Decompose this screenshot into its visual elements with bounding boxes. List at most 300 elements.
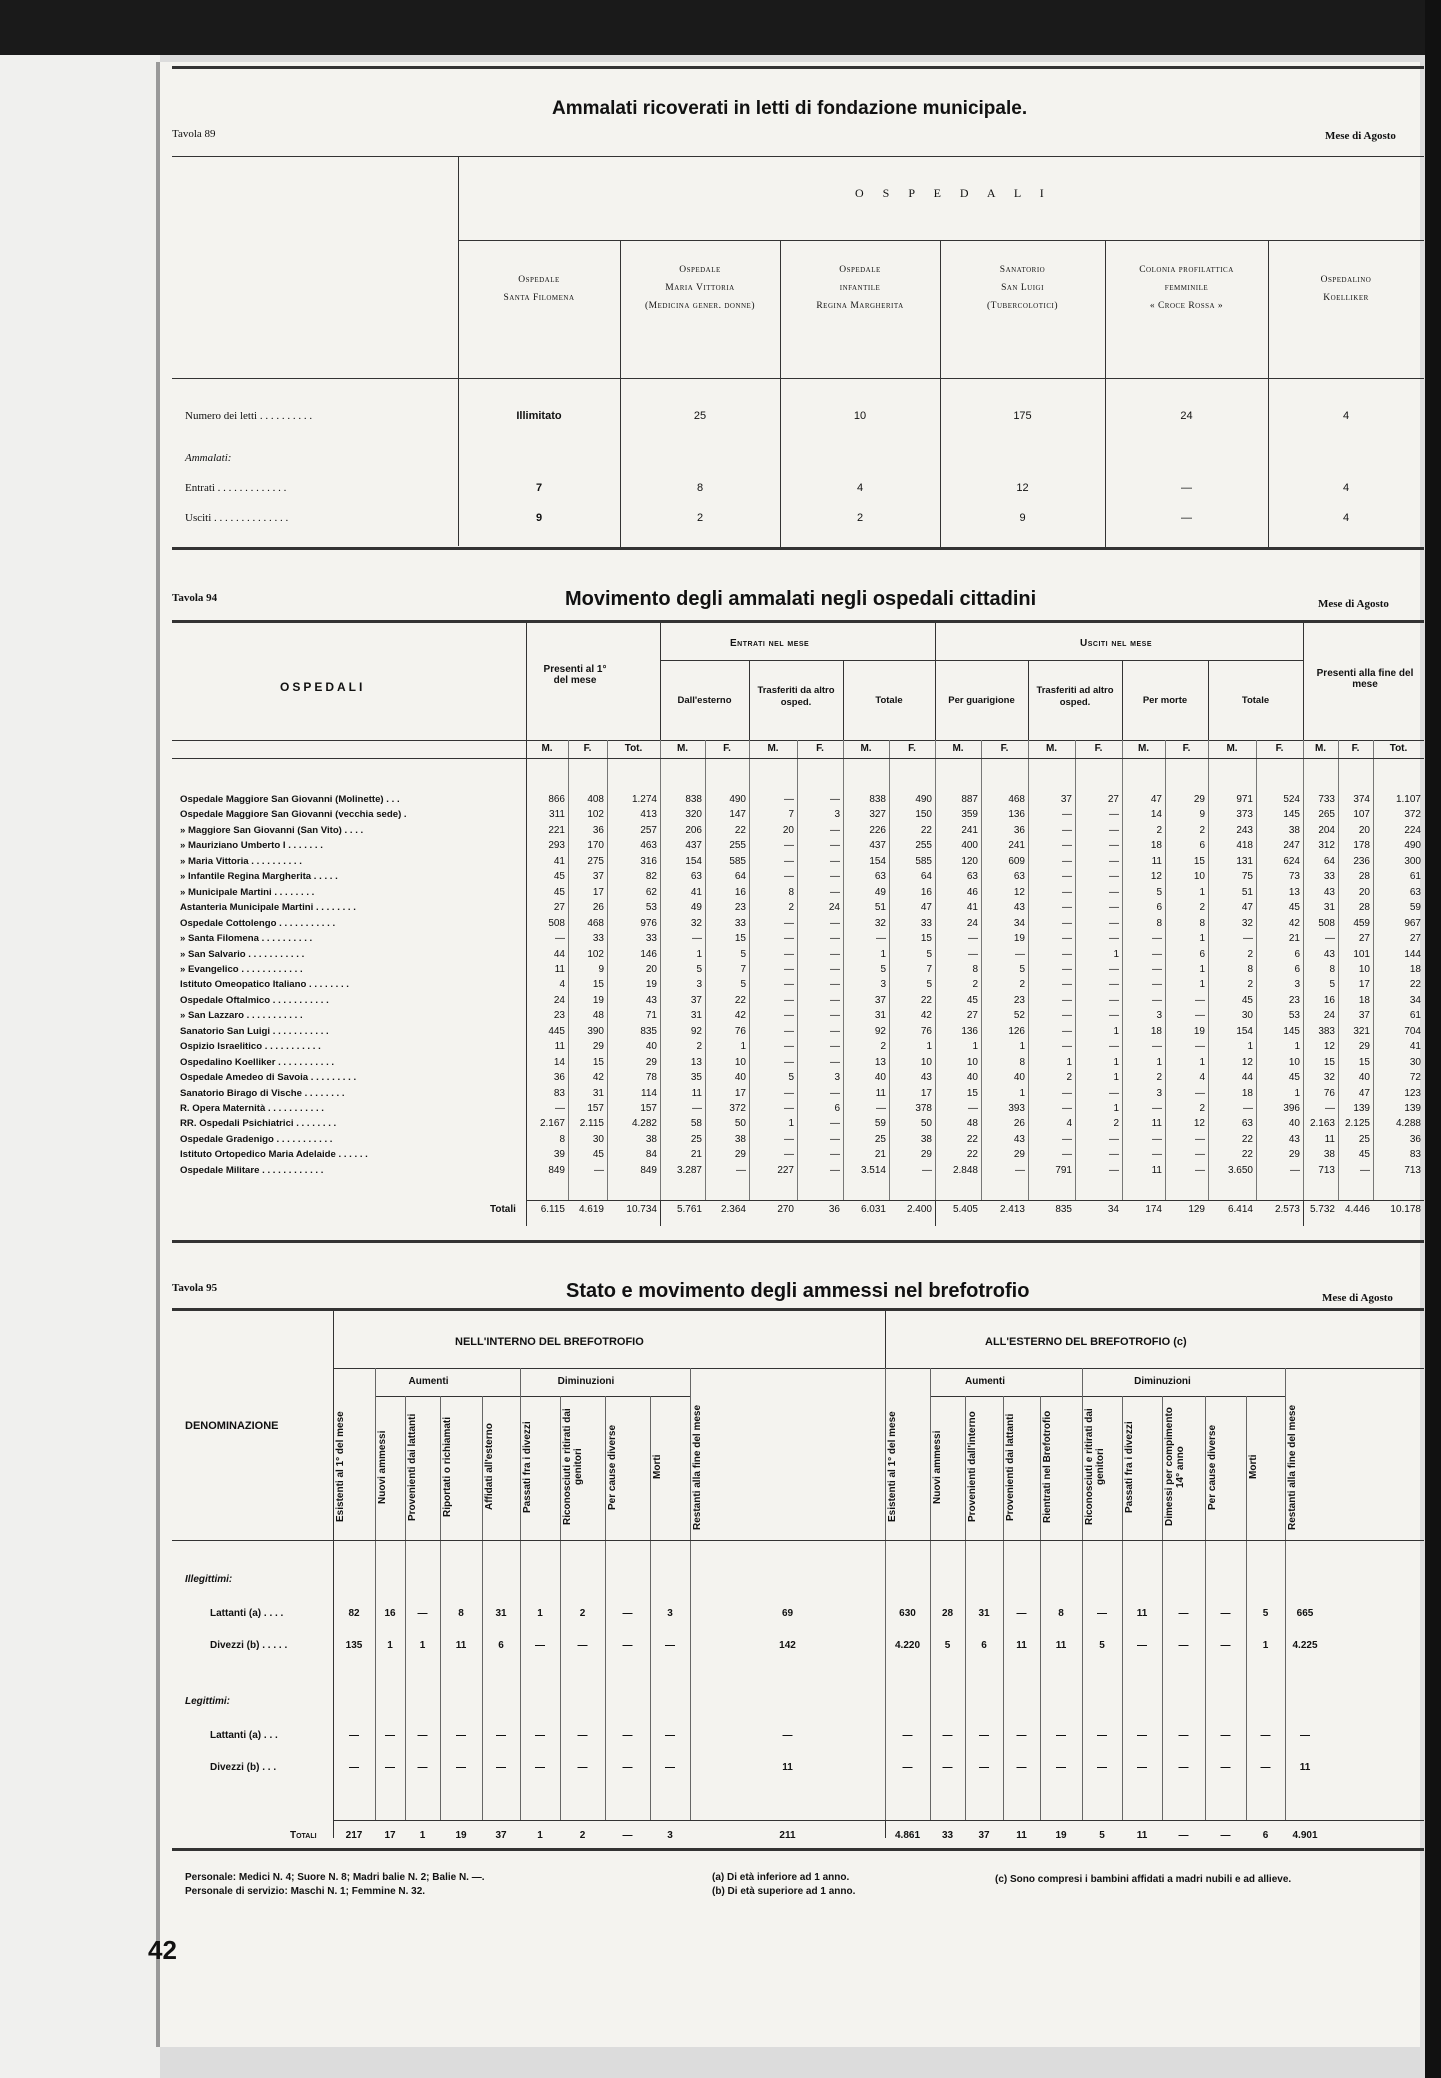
t95-column-header: Provenienti dai lattanti bbox=[1005, 1413, 1016, 1521]
rule bbox=[172, 1540, 1424, 1541]
t94-cell: 2.125 bbox=[1344, 1118, 1370, 1130]
t94-cell: — bbox=[876, 1103, 886, 1114]
t95-cell: — bbox=[622, 1640, 633, 1651]
t94-cell: 150 bbox=[915, 809, 932, 821]
t94-cell: 26 bbox=[1013, 1118, 1025, 1130]
t95-cell: — bbox=[782, 1730, 793, 1741]
t95-column-header: Passati fra i divezzi bbox=[1124, 1421, 1135, 1513]
t94-mf-label: Tot. bbox=[1389, 743, 1408, 754]
t95-cell: 11 bbox=[455, 1640, 467, 1651]
t94-subheader: Totale bbox=[875, 695, 903, 706]
t94-cell: 82 bbox=[645, 871, 657, 883]
t94-cell: — bbox=[830, 886, 840, 898]
t95-cell: — bbox=[1137, 1640, 1147, 1651]
t94-cell: — bbox=[1109, 1010, 1119, 1022]
t89-cell: 4 bbox=[1342, 482, 1350, 494]
rule bbox=[333, 1308, 334, 1838]
t94-cell: 49 bbox=[874, 886, 886, 898]
t94-cell: — bbox=[1152, 1149, 1162, 1161]
hospital-header-line: femminile bbox=[1164, 283, 1209, 293]
t94-cell: — bbox=[830, 840, 840, 852]
t94-cell: 9 bbox=[1199, 809, 1205, 821]
t94-mf-label: M. bbox=[1137, 743, 1150, 754]
t94-cell: 255 bbox=[729, 840, 746, 852]
t94-cell: 27 bbox=[1409, 933, 1421, 945]
t94-cell: 24 bbox=[1323, 1010, 1335, 1022]
t94-subheader: Per guarigione bbox=[948, 695, 1015, 706]
t94-cell: 63 bbox=[1241, 1118, 1253, 1130]
t94-cell: — bbox=[830, 917, 840, 929]
rule bbox=[172, 1308, 1424, 1311]
t94-cell: — bbox=[1109, 963, 1119, 975]
t94-cell: 84 bbox=[645, 1149, 657, 1161]
t95-cell: 6 bbox=[981, 1640, 987, 1651]
t94-total-cell: 10.734 bbox=[626, 1204, 657, 1215]
t95-cell: — bbox=[535, 1730, 545, 1741]
t94-cell: 83 bbox=[1409, 1149, 1421, 1161]
t95-outside: ALL'ESTERNO DEL BREFOTROFIO (c) bbox=[985, 1336, 1187, 1348]
t95-row-label: Divezzi (b) . . . . . bbox=[210, 1640, 288, 1651]
hospital-header-line: Sanatorio bbox=[999, 265, 1046, 275]
rule bbox=[1028, 660, 1029, 740]
t89-title: Ammalati ricoverati in letti di fondazione municipale. bbox=[552, 98, 1028, 119]
t94-cell: 23 bbox=[553, 1010, 565, 1022]
t94-cell: 1 bbox=[1113, 1103, 1119, 1114]
t94-total-cell: 2.413 bbox=[999, 1204, 1025, 1215]
t94-cell: 320 bbox=[685, 809, 702, 821]
t95-cell: 31 bbox=[978, 1608, 990, 1619]
t94-cell: 22 bbox=[1241, 1149, 1253, 1161]
t94-cell: — bbox=[1109, 917, 1119, 929]
t95-row-label: Lattanti (a) . . . bbox=[210, 1730, 278, 1741]
t94-cell: — bbox=[1062, 1041, 1072, 1053]
t94-cell: — bbox=[830, 1087, 840, 1099]
t94-cell: 20 bbox=[782, 824, 794, 836]
t94-cell: 29 bbox=[1288, 1149, 1300, 1161]
t95-cell: — bbox=[349, 1762, 359, 1773]
t94-cell: 16 bbox=[920, 886, 932, 898]
t94-cell: 23 bbox=[1288, 994, 1300, 1006]
t94-cell: — bbox=[1109, 840, 1119, 852]
t94-cell: 29 bbox=[592, 1041, 604, 1053]
t94-cell: 396 bbox=[1283, 1103, 1300, 1114]
t94-cell: — bbox=[1062, 809, 1072, 821]
t94-cell: — bbox=[968, 933, 978, 945]
t94-cell: 1 bbox=[1199, 979, 1205, 991]
t94-cell: 37 bbox=[1060, 794, 1072, 805]
t94-cell: 41 bbox=[690, 886, 702, 898]
t94-cell: 43 bbox=[1323, 886, 1335, 898]
t94-cell: 866 bbox=[548, 794, 565, 805]
t94-cell: — bbox=[1360, 1164, 1370, 1176]
t89-cell: Illimitato bbox=[516, 410, 562, 422]
t94-cell: 275 bbox=[587, 855, 604, 867]
t94-cell: 11 bbox=[554, 1041, 565, 1053]
t94-cell: 61 bbox=[1409, 871, 1421, 883]
t95-total-cell: 217 bbox=[345, 1830, 363, 1841]
t95-group-title: Legittimi: bbox=[185, 1696, 230, 1707]
t94-cell: — bbox=[1152, 994, 1162, 1006]
t95-total-cell: 1 bbox=[537, 1830, 543, 1841]
t94-cell: 1 bbox=[972, 1041, 978, 1053]
t95-totals-label: Totali bbox=[290, 1830, 317, 1841]
t94-hospital-name: Ospedale Cottolengo . . . . . . . . . . . bbox=[180, 917, 336, 929]
t94-cell: 10 bbox=[734, 1056, 746, 1068]
t94-cell: 10 bbox=[966, 1056, 978, 1068]
t95-cell: — bbox=[1178, 1762, 1189, 1773]
hospital-header-line: « Croce Rossa » bbox=[1149, 301, 1224, 311]
t94-cell: 15 bbox=[734, 933, 746, 945]
t94-cell: 13 bbox=[690, 1056, 702, 1068]
rule bbox=[458, 240, 1424, 241]
t94-cell: — bbox=[830, 1041, 840, 1053]
t94-cell: 5 bbox=[926, 948, 932, 960]
t94-cell: 102 bbox=[587, 948, 604, 960]
t94-cell: 8 bbox=[1199, 917, 1205, 929]
t94-cell: — bbox=[1152, 979, 1162, 991]
t95-cell: — bbox=[1178, 1608, 1189, 1619]
hospital-header-line: Santa Filomena bbox=[503, 293, 575, 303]
t94-cell: 224 bbox=[1404, 824, 1421, 836]
t95-total-cell: 19 bbox=[1055, 1830, 1067, 1841]
t94-cell: 1 bbox=[1294, 1087, 1300, 1099]
t94-cell: — bbox=[1062, 840, 1072, 852]
t95-total-cell: 1 bbox=[419, 1830, 426, 1841]
t94-hospital-name: Ospedale Gradenigo . . . . . . . . . . . bbox=[180, 1133, 333, 1145]
rule bbox=[172, 1240, 1424, 1243]
t94-cell: 713 bbox=[1318, 1164, 1335, 1176]
t94-cell: 30 bbox=[592, 1133, 604, 1145]
t94-cell: 976 bbox=[640, 917, 657, 929]
t94-cell: 10 bbox=[1288, 1056, 1300, 1068]
t94-cell: 45 bbox=[553, 886, 565, 898]
t94-cell: 10 bbox=[920, 1056, 932, 1068]
t94-cell: 22 bbox=[734, 824, 746, 836]
t95-column-header: Restanti alla fine del mese bbox=[692, 1404, 703, 1530]
t94-cell: — bbox=[1062, 902, 1072, 914]
t94-cell: 490 bbox=[1404, 840, 1421, 852]
t94-cell: 11 bbox=[554, 963, 565, 975]
t94-cell: 22 bbox=[1409, 979, 1421, 991]
t95-cell: 1 bbox=[537, 1608, 543, 1619]
t94-cell: 30 bbox=[1241, 1010, 1253, 1022]
t94-cell: — bbox=[1062, 1087, 1072, 1099]
t94-cell: — bbox=[1109, 871, 1119, 883]
t95-cell: 1 bbox=[1262, 1640, 1269, 1651]
rule bbox=[172, 378, 1424, 379]
t89-cell: 7 bbox=[535, 482, 543, 494]
t94-cell: 18 bbox=[1358, 994, 1370, 1006]
t94-cell: 3.287 bbox=[676, 1164, 702, 1176]
t94-cell: 2.115 bbox=[579, 1118, 604, 1130]
t89-row-label: Numero dei letti . . . . . . . . . . bbox=[185, 410, 313, 422]
t94-cell: 45 bbox=[1358, 1149, 1370, 1161]
t94-cell: 22 bbox=[920, 824, 932, 836]
t94-cell: 4.288 bbox=[1395, 1118, 1421, 1130]
t94-mf-label: Tot. bbox=[624, 743, 643, 754]
t94-hospital-name: » San Salvario . . . . . . . . . . . bbox=[180, 948, 305, 960]
t94-cell: 1 bbox=[1247, 1041, 1253, 1053]
t95-column-header: Riconosciuti e ritirati dai genitori bbox=[1084, 1408, 1106, 1526]
t94-cell: 22 bbox=[966, 1133, 978, 1145]
t94-cell: — bbox=[1109, 855, 1119, 867]
rule bbox=[930, 1368, 931, 1820]
t94-hospital-name: Astanteria Municipale Martini . . . . . . . . bbox=[180, 902, 356, 914]
t94-cell: 316 bbox=[640, 855, 657, 867]
rule bbox=[930, 1396, 1285, 1397]
t94-cell: 3 bbox=[696, 979, 702, 991]
t94-cell: — bbox=[1109, 1087, 1119, 1099]
t94-cell: — bbox=[784, 1025, 794, 1037]
t94-cell: 6 bbox=[1156, 902, 1162, 914]
t94-cell: 59 bbox=[874, 1118, 886, 1130]
t94-cell: 704 bbox=[1404, 1025, 1421, 1037]
t94-cell: 20 bbox=[1358, 824, 1370, 836]
t95-cell: — bbox=[1220, 1762, 1231, 1773]
t95-denominazione: DENOMINAZIONE bbox=[185, 1420, 279, 1432]
rule bbox=[172, 740, 1424, 741]
t95-cell: 5 bbox=[1262, 1608, 1269, 1619]
scan-top-edge bbox=[0, 0, 1441, 55]
t94-hospital-name: » Maria Vittoria . . . . . . . . . . bbox=[180, 855, 302, 867]
t89-cell: 175 bbox=[1013, 410, 1032, 422]
t94-cell: 437 bbox=[869, 840, 886, 852]
t94-cell: 1 bbox=[1019, 1041, 1025, 1053]
t94-cell: 7 bbox=[740, 963, 746, 975]
t89-cell: 9 bbox=[1019, 512, 1026, 524]
t94-total-cell: 174 bbox=[1145, 1204, 1162, 1215]
t94-cell: 45 bbox=[553, 871, 565, 883]
t95-cell: 11 bbox=[1055, 1640, 1067, 1651]
t95-total-cell: 211 bbox=[779, 1830, 796, 1841]
t94-cell: 312 bbox=[1318, 840, 1335, 852]
t94-cell: 92 bbox=[874, 1025, 886, 1037]
t95-cell: — bbox=[577, 1730, 588, 1741]
t94-cell: — bbox=[1195, 1010, 1205, 1022]
t94-cell: 27 bbox=[1358, 933, 1370, 945]
t94-cell: — bbox=[1062, 886, 1072, 898]
t89-month: Mese di Agosto bbox=[1325, 130, 1396, 142]
t94-cell: 78 bbox=[645, 1072, 657, 1084]
t94-cell: 2.848 bbox=[952, 1164, 978, 1176]
t94-cell: 45 bbox=[1241, 994, 1253, 1006]
t95-cell: 11 bbox=[1016, 1640, 1027, 1651]
t94-cell: 15 bbox=[920, 933, 932, 945]
t94-cell: 25 bbox=[1358, 1133, 1370, 1145]
t94-cell: 4 bbox=[1066, 1118, 1072, 1130]
t94-cell: 33 bbox=[734, 917, 746, 929]
t94-cell: — bbox=[784, 794, 794, 805]
t94-cell: 11 bbox=[1324, 1133, 1335, 1145]
t94-cell: 41 bbox=[966, 902, 978, 914]
t94-cell: 76 bbox=[920, 1025, 932, 1037]
t94-cell: 101 bbox=[1353, 948, 1370, 960]
t94-cell: 1 bbox=[1019, 1087, 1025, 1099]
t95-row-label: Divezzi (b) . . . bbox=[210, 1762, 277, 1773]
t94-cell: 37 bbox=[690, 994, 702, 1006]
t94-cell: — bbox=[1109, 933, 1119, 945]
t94-cell: 39 bbox=[553, 1149, 565, 1161]
t95-column-header: Riconosciuti e ritirati dai genitori bbox=[562, 1408, 584, 1526]
t95-cell: 142 bbox=[779, 1640, 796, 1651]
t94-hospital-name: Ospedale Oftalmico . . . . . . . . . . . bbox=[180, 994, 329, 1006]
t94-cell: 63 bbox=[1409, 886, 1421, 898]
t95-column-header: Passati fra i divezzi bbox=[522, 1421, 533, 1513]
t94-cell: 75 bbox=[1241, 871, 1253, 883]
t94-cell: — bbox=[1152, 933, 1162, 945]
t94-title: Movimento degli ammalati negli ospedali cittadini bbox=[565, 588, 1037, 610]
footnote-c: (c) Sono compresi i bambini affidati a madri nubili e ad allieve. bbox=[995, 1874, 1292, 1885]
t89-cell: 2 bbox=[696, 512, 704, 524]
t94-cell: — bbox=[1062, 1103, 1072, 1114]
t95-total-cell: 11 bbox=[1016, 1830, 1027, 1841]
t94-total-cell: 6.115 bbox=[540, 1204, 565, 1215]
t94-cell: 204 bbox=[1318, 824, 1335, 836]
t94-cell: 14 bbox=[1150, 809, 1162, 821]
rule bbox=[526, 1200, 1424, 1201]
t94-cell: 1 bbox=[696, 948, 702, 960]
t95-cell: — bbox=[622, 1730, 633, 1741]
t94-cell: 38 bbox=[645, 1133, 657, 1145]
rule bbox=[172, 156, 1424, 157]
t94-cell: 147 bbox=[729, 809, 746, 821]
t94-cell: 1 bbox=[1199, 886, 1205, 898]
t94-mf-label: F. bbox=[1094, 743, 1103, 754]
hospital-header-line: Ospedalino bbox=[1320, 275, 1372, 285]
t95-total-cell: 5 bbox=[1099, 1830, 1105, 1841]
t94-total-cell: 34 bbox=[1107, 1204, 1119, 1215]
rule bbox=[1268, 240, 1269, 547]
t94-hospital-name: Istituto Omeopatico Italiano . . . . . . . . bbox=[180, 979, 349, 991]
t94-cell: 236 bbox=[1353, 855, 1370, 867]
t94-cell: 136 bbox=[961, 1025, 978, 1037]
t94-cell: 47 bbox=[1150, 794, 1162, 805]
t94-cell: 11 bbox=[691, 1087, 702, 1099]
t89-row-label: Entrati . . . . . . . . . . . . . bbox=[185, 482, 287, 494]
t94-cell: — bbox=[736, 1164, 746, 1176]
t95-aumenti-out: Aumenti bbox=[965, 1376, 1005, 1387]
t89-cell: 4 bbox=[1342, 512, 1350, 524]
t94-cell: 63 bbox=[966, 871, 978, 883]
t94-cell: 1 bbox=[1113, 1072, 1119, 1084]
t94-cell: 373 bbox=[1236, 809, 1253, 821]
t94-cell: — bbox=[555, 933, 565, 945]
t94-cell: 445 bbox=[548, 1025, 565, 1037]
t94-cell: — bbox=[830, 933, 840, 945]
t95-cell: 11 bbox=[1299, 1762, 1311, 1773]
t94-cell: 3 bbox=[880, 979, 886, 991]
t94-cell: 6 bbox=[1199, 948, 1205, 960]
t94-cell: 36 bbox=[1409, 1133, 1421, 1145]
rule bbox=[660, 660, 1303, 661]
t94-cell: 15 bbox=[1358, 1056, 1370, 1068]
t95-diminuzioni-out: Diminuzioni bbox=[1134, 1376, 1191, 1387]
t94-cell: 22 bbox=[734, 994, 746, 1006]
t94-cell: 22 bbox=[966, 1149, 978, 1161]
t95-cell: — bbox=[535, 1762, 545, 1773]
t94-cell: 490 bbox=[915, 794, 932, 805]
t94-cell: 2 bbox=[1156, 824, 1162, 836]
t94-cell: 31 bbox=[592, 1087, 604, 1099]
t94-total-cell: 5.761 bbox=[676, 1204, 702, 1215]
t94-cell: 45 bbox=[1288, 902, 1300, 914]
t94-cell: 1 bbox=[1156, 1056, 1162, 1068]
t94-cell: 849 bbox=[548, 1164, 565, 1176]
t94-cell: 243 bbox=[1236, 824, 1253, 836]
t95-cell: 3 bbox=[667, 1608, 673, 1619]
hospital-header-line: Ospedale bbox=[518, 275, 560, 285]
t94-cell: 59 bbox=[1409, 902, 1421, 914]
t95-total-cell: 19 bbox=[455, 1830, 467, 1841]
t95-cell: 69 bbox=[781, 1608, 794, 1619]
t95-total-cell: 2 bbox=[579, 1830, 586, 1841]
t94-cell: 154 bbox=[685, 855, 702, 867]
t94-cell: 400 bbox=[961, 840, 978, 852]
t95-total-cell: — bbox=[1220, 1830, 1231, 1841]
rule bbox=[1285, 1368, 1286, 1820]
t94-cell: 25 bbox=[690, 1133, 702, 1145]
t94-cell: 40 bbox=[966, 1072, 978, 1084]
t94-cell: 437 bbox=[685, 840, 702, 852]
rule bbox=[375, 1396, 690, 1397]
t94-cell: 1 bbox=[1113, 948, 1119, 960]
t94-cell: 887 bbox=[961, 794, 978, 805]
t94-cell: 29 bbox=[1193, 794, 1205, 805]
t94-cell: — bbox=[830, 979, 840, 991]
t94-hospital-name: Istituto Ortopedico Maria Adelaide . . . . . . bbox=[180, 1149, 368, 1161]
t94-cell: 144 bbox=[1404, 948, 1421, 960]
t94-cell: 64 bbox=[734, 871, 746, 883]
t94-cell: 58 bbox=[690, 1118, 702, 1130]
t95-cell: — bbox=[665, 1730, 675, 1741]
t95-cell: — bbox=[1137, 1762, 1147, 1773]
t95-cell: — bbox=[1260, 1762, 1271, 1773]
t94-cell: — bbox=[1062, 948, 1072, 960]
t94-cell: 32 bbox=[874, 917, 886, 929]
t95-cell: — bbox=[1097, 1730, 1107, 1741]
t95-column-header: Rientrati nel Brefotrofio bbox=[1042, 1410, 1053, 1524]
t94-cell: 43 bbox=[1323, 948, 1335, 960]
t94-cell: — bbox=[830, 855, 840, 867]
t94-mf-label: F. bbox=[1000, 743, 1009, 754]
t95-total-cell: 37 bbox=[978, 1830, 990, 1841]
t95-cell: — bbox=[456, 1762, 466, 1773]
t95-cell: — bbox=[942, 1762, 953, 1773]
t89-label: Tavola 89 bbox=[172, 128, 216, 140]
t94-hospital-name: » Infantile Regina Margherita . . . . . bbox=[180, 871, 338, 883]
t94-cell: 3 bbox=[1156, 1010, 1162, 1022]
t94-cell: 1 bbox=[1066, 1056, 1072, 1068]
t94-cell: — bbox=[784, 1103, 794, 1114]
t94-cell: 1 bbox=[740, 1041, 746, 1053]
t94-cell: — bbox=[784, 948, 794, 960]
t94-cell: 585 bbox=[729, 855, 746, 867]
t94-cell: 34 bbox=[1409, 994, 1421, 1006]
t94-cell: 1 bbox=[926, 1041, 932, 1053]
t95-cell: 5 bbox=[944, 1640, 951, 1651]
t95-total-cell: 4.861 bbox=[894, 1830, 921, 1841]
t95-diminuzioni-in: Diminuzioni bbox=[557, 1376, 615, 1387]
t94-cell: 32 bbox=[1323, 1072, 1335, 1084]
t94-cell: 52 bbox=[1013, 1010, 1025, 1022]
t94-cell: 585 bbox=[915, 855, 932, 867]
t94-cell: — bbox=[784, 871, 794, 883]
t94-cell: 83 bbox=[553, 1087, 565, 1099]
t95-cell: — bbox=[622, 1762, 633, 1773]
t94-cell: — bbox=[1062, 855, 1072, 867]
t94-cell: 38 bbox=[734, 1133, 746, 1145]
t94-cell: 36 bbox=[592, 824, 604, 836]
